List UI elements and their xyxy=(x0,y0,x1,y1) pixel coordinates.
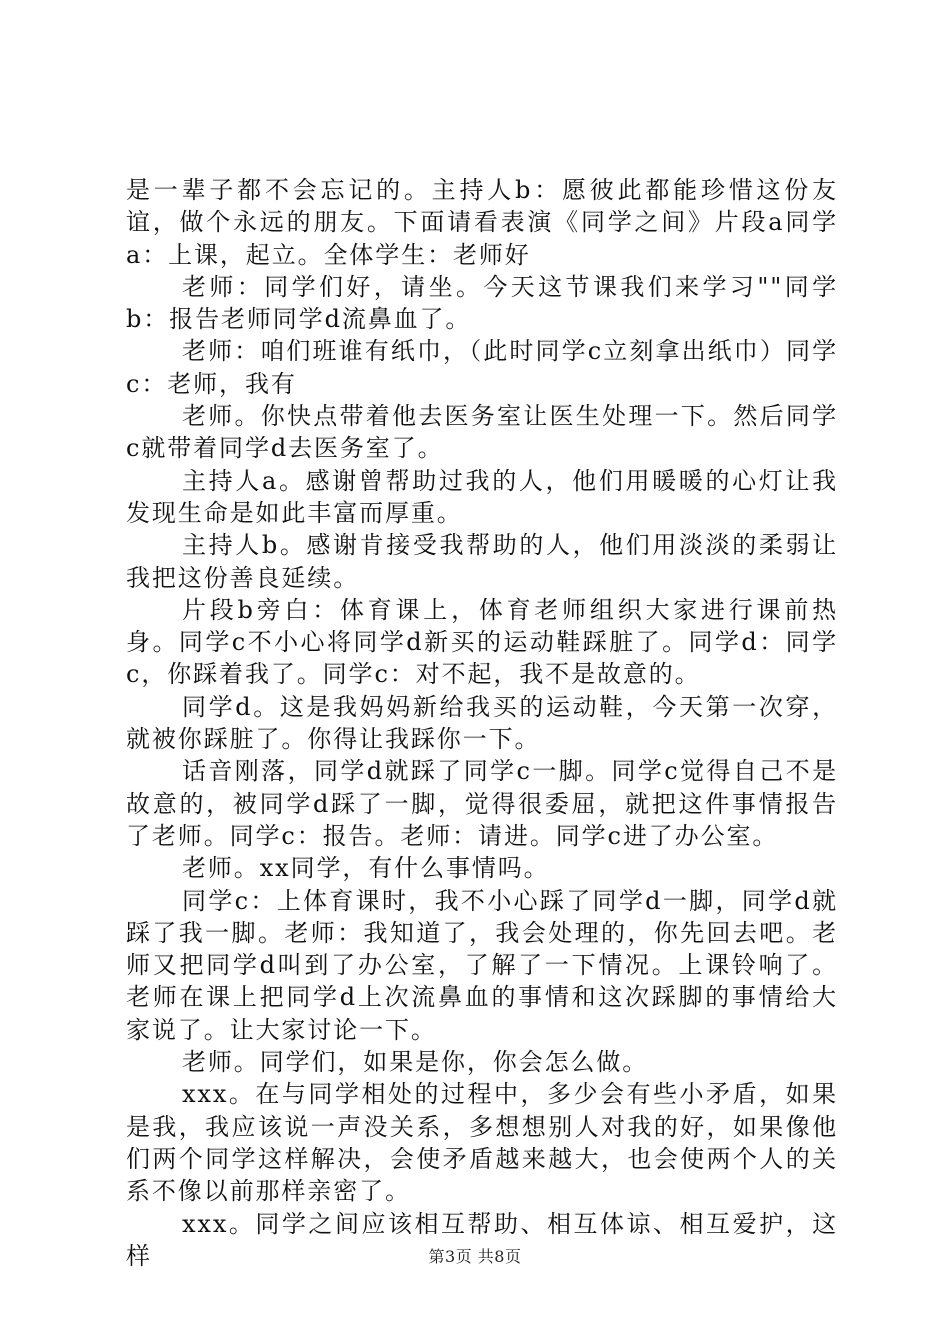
paragraph-1: 是一辈子都不会忘记的。主持人b：愿彼此都能珍惜这份友谊，做个永远的朋友。下面请看表演《同学之间》片段a同学a：上课，起立。全体学生：老师好 xyxy=(126,176,838,269)
paragraph-9: 话音刚落，同学d就踩了同学c一脚。同学c觉得自己不是故意的，被同学d踩了一脚，觉得很委屈，就把这件事情报告了老师。同学c：报告。老师：请进。同学c进了办公室。 xyxy=(126,757,838,850)
paragraph-13: xxx。在与同学相处的过程中，多少会有些小矛盾，如果是我，我应该说一声没关系，多想想别人对我的好，如果像他们两个同学这样解决，会使矛盾越来越大，也会使两个人的关系不像以前那样亲密了。 xyxy=(126,1080,838,1206)
paragraph-10: 老师。xx同学，有什么事情吗。 xyxy=(182,854,550,883)
paragraph-7: 片段b旁白：体育课上，体育老师组织大家进行课前热身。同学c不小心将同学d新买的运动鞋踩脏了。同学d：同学c，你踩着我了。同学c：对不起，我不是故意的。 xyxy=(126,595,838,689)
paragraph-14: xxx。同学之间应该相互帮助、相互体谅、相互爱护，这样 xyxy=(126,1209,838,1270)
paragraph-11: 同学c：上体育课时，我不小心踩了同学d一脚，同学d就踩了我一脚。老师：我知道了，我会处理的，你先回去吧。老师又把同学d叫到了办公室，了解了一下情况。上课铃响了。老师在课上把同学d上次流鼻血的事情和这次踩脚的事情给大家说了。让大家讨论一下。 xyxy=(126,886,838,1044)
paragraph-12: 老师。同学们，如果是你，你会怎么做。 xyxy=(182,1048,649,1077)
page-number-footer: 第3页 共8页 xyxy=(428,1247,522,1266)
paragraph-4: 老师。你快点带着他去医务室让医生处理一下。然后同学c就带着同学d去医务室了。 xyxy=(126,402,838,463)
paragraph-2: 老师：同学们好，请坐。今天这节课我们来学习""同学b：报告老师同学d流鼻血了。 xyxy=(126,272,838,334)
paragraph-8: 同学d。这是我妈妈新给我买的运动鞋，今天第一次穿，就被你踩脏了。你得让我踩你一下。 xyxy=(126,692,838,754)
paragraph-5: 主持人a。感谢曾帮助过我的人，他们用暖暖的心灯让我发现生命是如此丰富而厚重。 xyxy=(126,466,838,527)
paragraph-3: 老师：咱们班谁有纸巾，（此时同学c立刻拿出纸巾）同学c：老师，我有 xyxy=(126,337,838,398)
paragraph-6: 主持人b。感谢肯接受我帮助的人，他们用淡淡的柔弱让我把这份善良延续。 xyxy=(126,531,838,592)
document-body xyxy=(126,174,838,1272)
